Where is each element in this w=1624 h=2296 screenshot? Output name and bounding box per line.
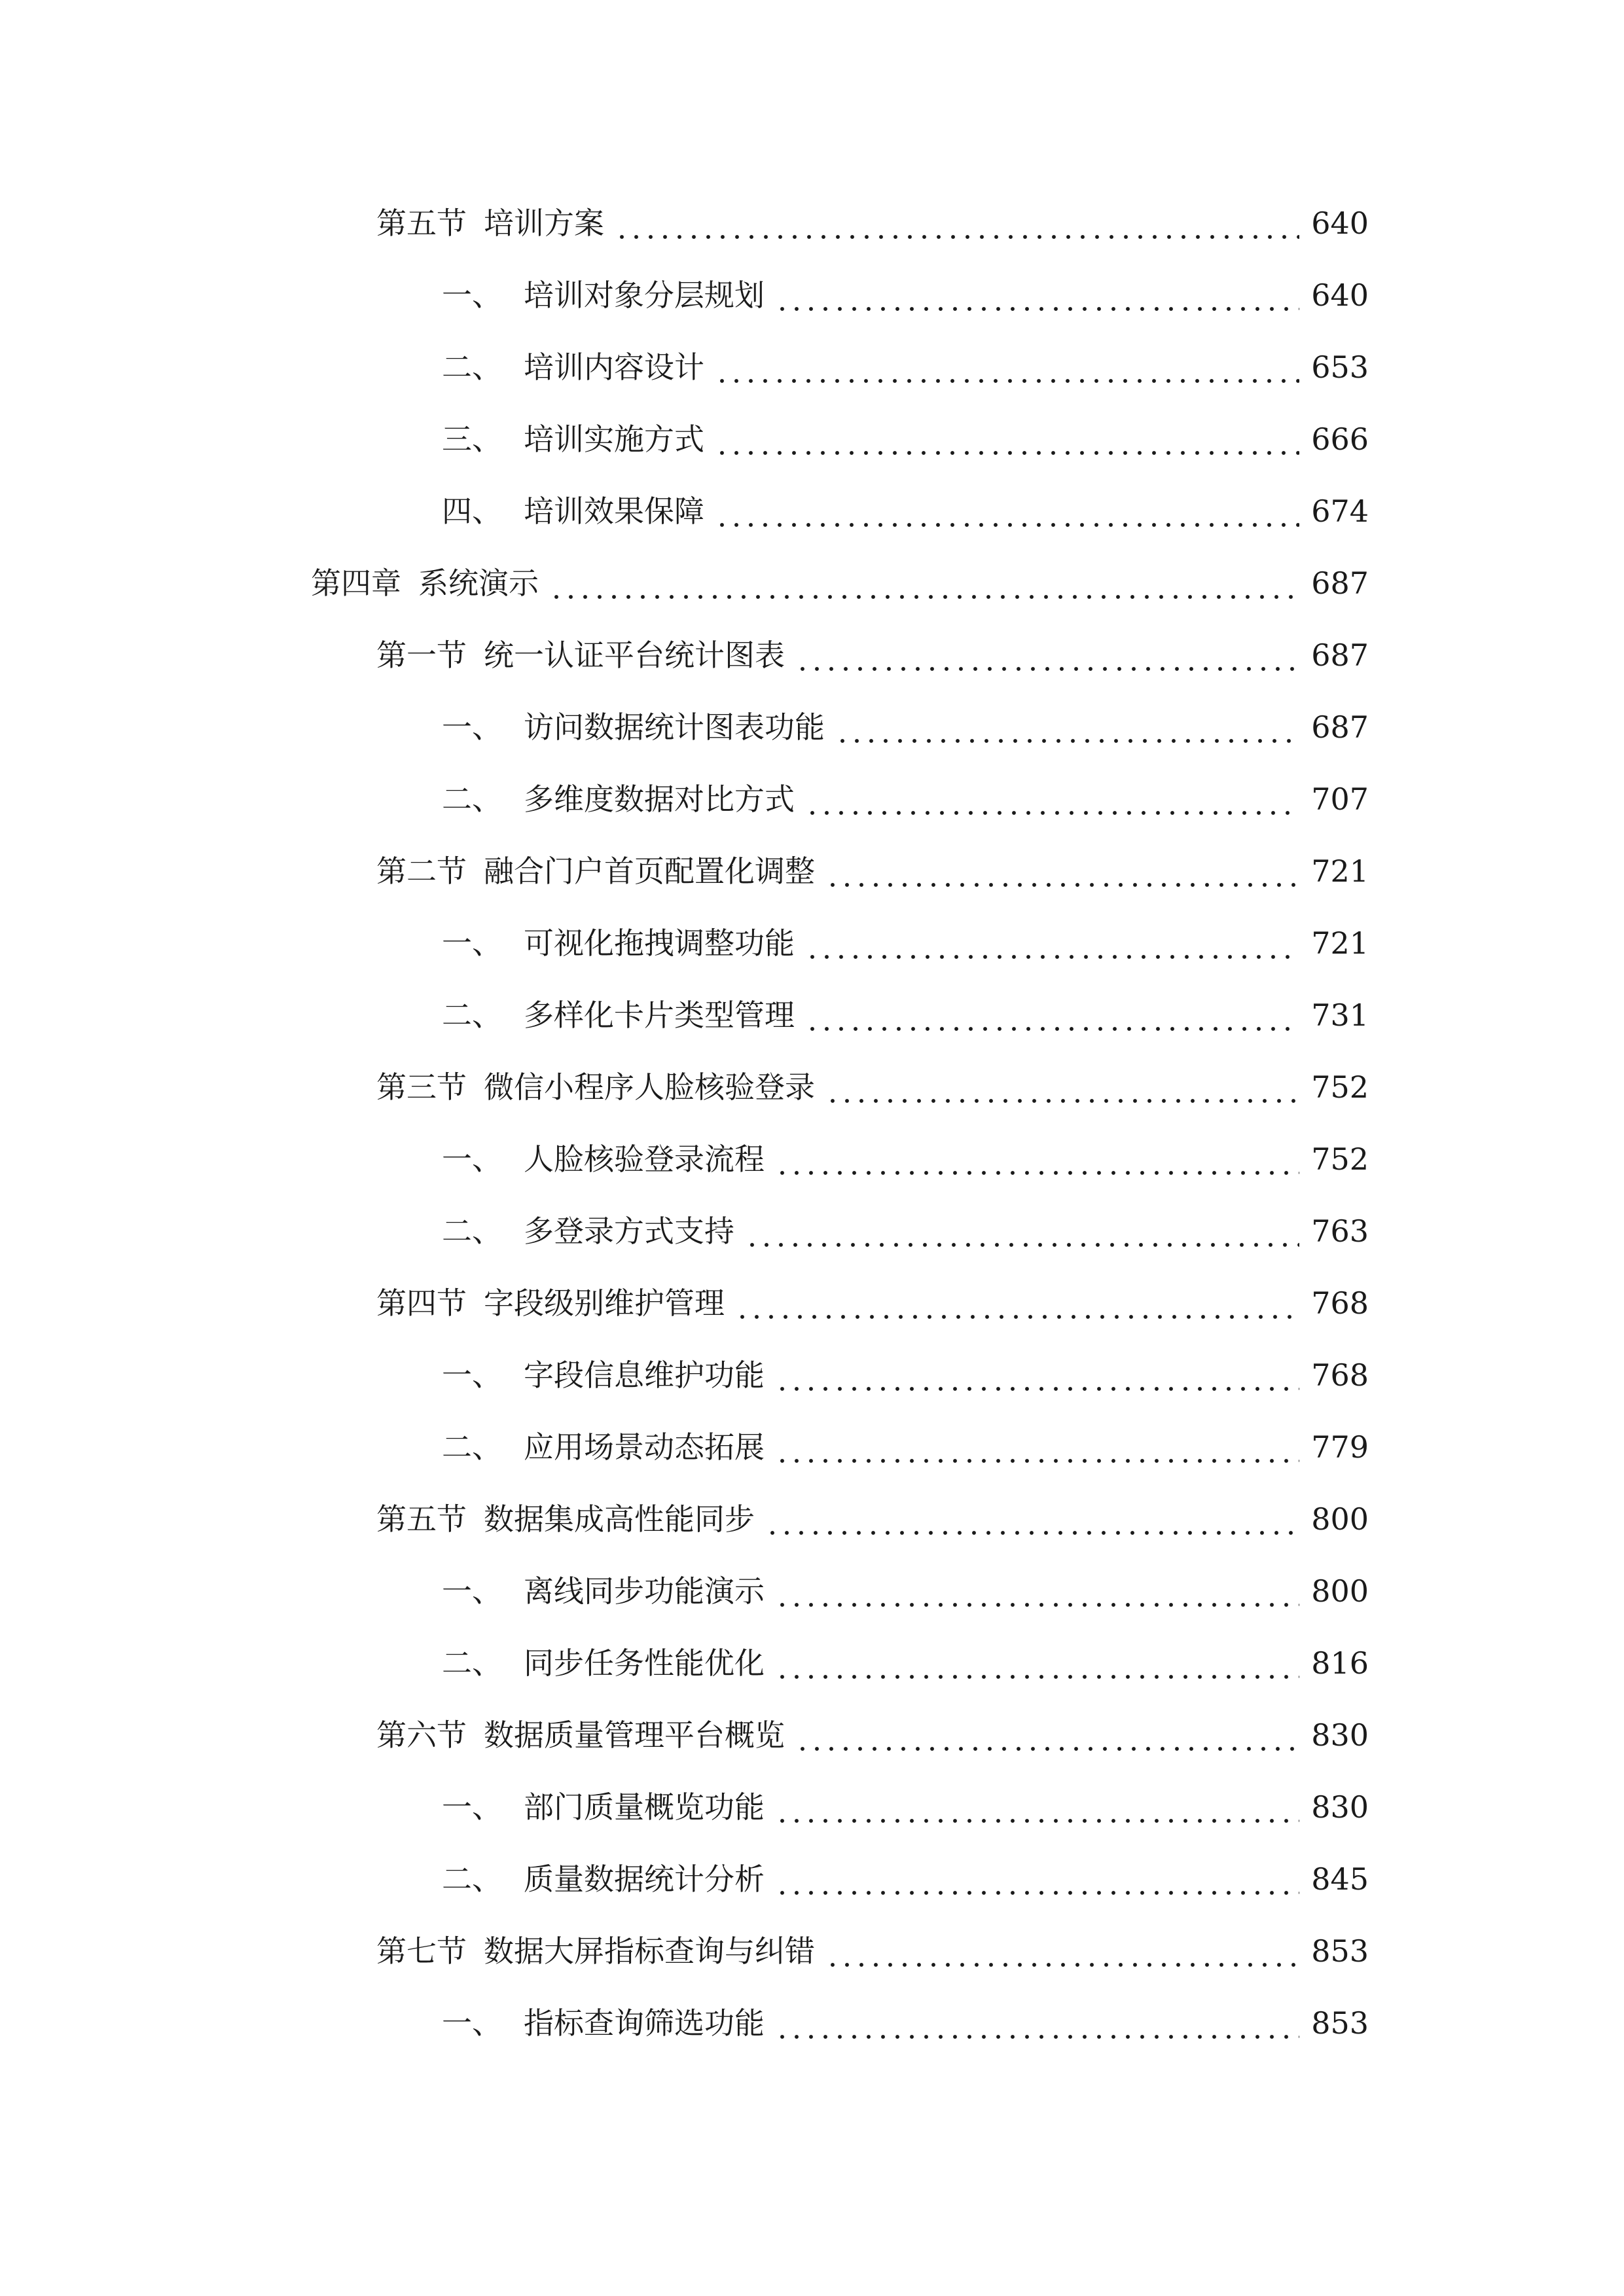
toc-entry-number: 一、	[442, 925, 502, 961]
toc-page-number: 752	[1311, 1141, 1369, 1177]
toc-entry-title: 字段级别维护管理	[484, 1285, 725, 1321]
toc-entry[interactable]	[0, 1699, 1624, 1771]
toc-entry[interactable]	[0, 691, 1624, 763]
toc-dot-leader	[775, 1643, 1299, 1683]
toc-page-number: 721	[1311, 853, 1369, 889]
toc-entry-title: 多维度数据对比方式	[524, 781, 795, 817]
toc-entry[interactable]	[0, 835, 1624, 907]
toc-page-number: 763	[1311, 1213, 1369, 1249]
toc-entry-number: 第四章	[311, 565, 401, 601]
toc-entry[interactable]	[0, 1051, 1624, 1123]
toc-dot-leader	[775, 1355, 1299, 1395]
toc-entry[interactable]	[0, 1987, 1624, 2059]
toc-entry-title: 培训对象分层规划	[524, 278, 765, 313]
toc-entry[interactable]	[0, 1123, 1624, 1195]
toc-entry-title: 数据集成高性能同步	[484, 1501, 755, 1537]
toc-entry[interactable]	[0, 1627, 1624, 1699]
toc-entry-title: 多样化卡片类型管理	[524, 997, 795, 1033]
toc-dot-leader	[735, 1283, 1299, 1323]
toc-entry-number: 三、	[442, 422, 502, 457]
toc-entry[interactable]	[0, 1555, 1624, 1627]
toc-entry-title: 数据质量管理平台概览	[484, 1717, 785, 1753]
toc-entry-number: 二、	[442, 1861, 502, 1897]
toc-entry[interactable]	[0, 187, 1624, 259]
toc-entry-title: 应用场景动态拓展	[524, 1429, 765, 1465]
toc-entry-title: 培训效果保障	[524, 493, 704, 529]
toc-entry-title: 融合门户首页配置化调整	[484, 853, 815, 889]
toc-dot-leader	[745, 1211, 1299, 1251]
toc-entry[interactable]	[0, 1843, 1624, 1915]
toc-entry-number: 一、	[442, 1141, 502, 1177]
toc-dot-leader	[775, 2003, 1299, 2043]
toc-entry-title: 同步任务性能优化	[524, 1645, 765, 1681]
toc-entry-title: 字段信息维护功能	[524, 1357, 765, 1393]
toc-entry-number: 一、	[442, 2005, 502, 2041]
toc-entry[interactable]	[0, 1771, 1624, 1843]
toc-page-number: 674	[1311, 493, 1369, 529]
toc-dot-leader	[825, 1931, 1299, 1971]
toc-page-number: 640	[1311, 278, 1369, 313]
toc-dot-leader	[775, 276, 1299, 315]
toc-entry-number: 四、	[442, 493, 502, 529]
toc-entry-number: 第三节	[376, 1069, 467, 1105]
toc-entry-title: 统一认证平台统计图表	[484, 637, 785, 673]
toc-page-number: 830	[1311, 1717, 1369, 1753]
toc-entry[interactable]	[0, 1483, 1624, 1555]
toc-page-number: 687	[1311, 709, 1369, 745]
toc-entry-number: 二、	[442, 997, 502, 1033]
toc-entry-number: 二、	[442, 350, 502, 385]
toc-page-number: 687	[1311, 565, 1369, 601]
toc-entry[interactable]	[0, 907, 1624, 979]
toc-entry-number: 二、	[442, 1645, 502, 1681]
toc-entry-title: 系统演示	[418, 565, 539, 601]
toc-page-number: 687	[1311, 637, 1369, 673]
toc-entry-title: 指标查询筛选功能	[524, 2005, 765, 2041]
toc-entry-number: 第二节	[376, 853, 467, 889]
toc-entry-title: 培训内容设计	[524, 350, 704, 385]
toc-page-number: 640	[1311, 206, 1369, 241]
toc-entry-title: 访问数据统计图表功能	[524, 709, 825, 745]
toc-page-number: 768	[1311, 1285, 1369, 1321]
toc-entry-number: 第一节	[376, 637, 467, 673]
toc-entry[interactable]	[0, 259, 1624, 331]
toc-dot-leader	[805, 996, 1299, 1035]
toc-entry-title: 多登录方式支持	[524, 1213, 734, 1249]
toc-entry[interactable]	[0, 1915, 1624, 1987]
toc-page-number: 845	[1311, 1861, 1369, 1897]
toc-page-number: 830	[1311, 1789, 1369, 1825]
toc-page-number: 731	[1311, 997, 1369, 1033]
toc-entry-number: 第四节	[376, 1285, 467, 1321]
toc-page-number: 768	[1311, 1357, 1369, 1393]
toc-entry[interactable]	[0, 475, 1624, 547]
toc-entry-title: 离线同步功能演示	[524, 1573, 765, 1609]
toc-entry-number: 一、	[442, 1789, 502, 1825]
toc-entry[interactable]	[0, 763, 1624, 835]
toc-entry[interactable]	[0, 1339, 1624, 1411]
toc-page-number: 853	[1311, 2005, 1369, 2041]
toc-dot-leader	[775, 1787, 1299, 1827]
toc-entry[interactable]	[0, 547, 1624, 619]
toc-dot-leader	[775, 1571, 1299, 1611]
toc-page-number: 816	[1311, 1645, 1369, 1681]
toc-page-number: 800	[1311, 1501, 1369, 1537]
toc-entry-title: 部门质量概览功能	[524, 1789, 765, 1825]
toc-entry-title: 微信小程序人脸核验登录	[484, 1069, 815, 1105]
toc-dot-leader	[805, 924, 1299, 963]
toc-entry[interactable]	[0, 1195, 1624, 1267]
toc-dot-leader	[765, 1499, 1299, 1539]
toc-page-number: 800	[1311, 1573, 1369, 1609]
toc-entry-number: 第六节	[376, 1717, 467, 1753]
toc-entry-title: 数据大屏指标查询与纠错	[484, 1933, 815, 1969]
toc-entry-number: 二、	[442, 781, 502, 817]
toc-entry-number: 一、	[442, 278, 502, 313]
toc-entry-number: 一、	[442, 709, 502, 745]
toc-entry-number: 一、	[442, 1573, 502, 1609]
toc-dot-leader	[715, 492, 1299, 531]
toc-dot-leader	[549, 564, 1299, 603]
toc-entry-title: 可视化拖拽调整功能	[524, 925, 795, 961]
toc-entry-number: 一、	[442, 1357, 502, 1393]
toc-entry-number: 二、	[442, 1213, 502, 1249]
toc-entry-title: 培训实施方式	[524, 422, 704, 457]
toc-dot-leader	[795, 636, 1299, 675]
toc-entry[interactable]	[0, 403, 1624, 475]
toc-dot-leader	[615, 204, 1299, 243]
toc-entry-title: 培训方案	[484, 206, 604, 241]
toc-dot-leader	[715, 420, 1299, 459]
toc-entry-number: 第五节	[376, 1501, 467, 1537]
toc-page-number: 666	[1311, 422, 1369, 457]
toc-entry-number: 二、	[442, 1429, 502, 1465]
toc-entry-number: 第七节	[376, 1933, 467, 1969]
toc-dot-leader	[715, 348, 1299, 387]
toc-entry[interactable]	[0, 1411, 1624, 1483]
toc-page-number: 853	[1311, 1933, 1369, 1969]
toc-dot-leader	[825, 852, 1299, 891]
toc-page-number: 653	[1311, 350, 1369, 385]
toc-dot-leader	[825, 1067, 1299, 1107]
toc-dot-leader	[805, 780, 1299, 819]
toc-dot-leader	[835, 708, 1299, 747]
toc-entry[interactable]	[0, 979, 1624, 1051]
toc-dot-leader	[775, 1139, 1299, 1179]
toc-page-number: 752	[1311, 1069, 1369, 1105]
toc-entry[interactable]	[0, 1267, 1624, 1339]
toc-entry[interactable]	[0, 619, 1624, 691]
toc-entry-title: 人脸核验登录流程	[524, 1141, 765, 1177]
table-of-contents	[0, 187, 1624, 2059]
toc-dot-leader	[795, 1715, 1299, 1755]
toc-page-number: 779	[1311, 1429, 1369, 1465]
toc-dot-leader	[775, 1859, 1299, 1899]
toc-entry-title: 质量数据统计分析	[524, 1861, 765, 1897]
toc-entry[interactable]	[0, 331, 1624, 403]
toc-page-number: 721	[1311, 925, 1369, 961]
toc-entry-number: 第五节	[376, 206, 467, 241]
toc-dot-leader	[775, 1427, 1299, 1467]
toc-page-number: 707	[1311, 781, 1369, 817]
